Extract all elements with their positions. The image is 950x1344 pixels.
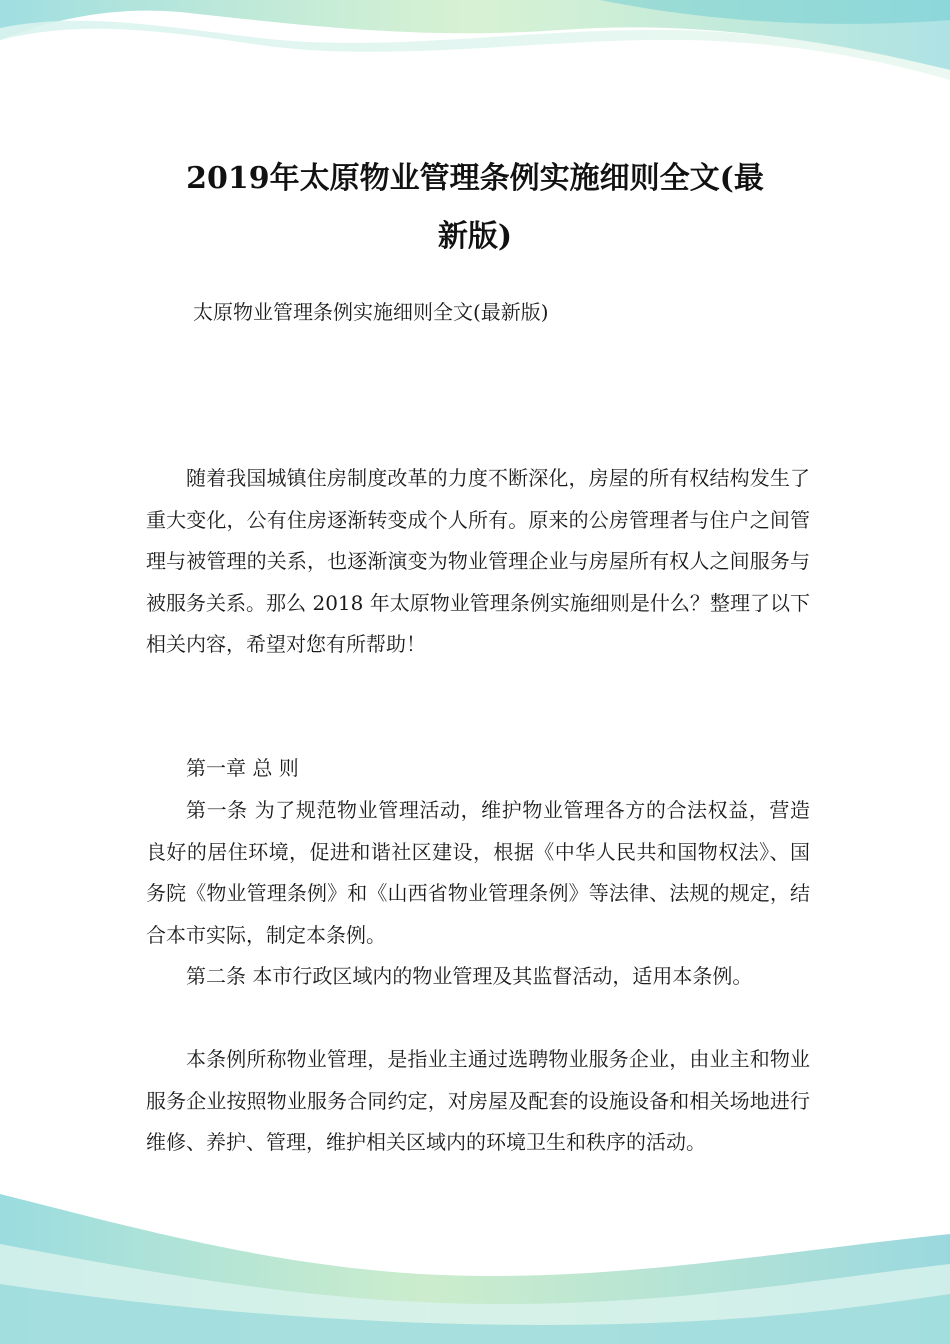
document-subtitle: 太原物业管理条例实施细则全文(最新版) [193, 300, 549, 324]
article-1-paragraph: 第一条 为了规范物业管理活动，维护物业管理各方的合法权益，营造良好的居住环境，促进和谐社区建设，根据《中华人民共和国物权法》、国务院《物业管理条例》和《山西省物业管理条例》等法律、法规的规定，结合本市实际，制定本条例。 [146, 798, 810, 947]
definition-paragraph: 本条例所称物业管理，是指业主通过选聘物业服务企业，由业主和物业服务企业按照物业服务合同约定，对房屋及配套的设施设备和相关场地进行维修、养护、管理，维护相关区域内的环境卫生和秩序的活动。 [146, 1047, 810, 1154]
title-line-2: 新版) [437, 219, 513, 254]
article-2-paragraph: 第二条 本市行政区域内的物业管理及其监督活动，适用本条例。 [186, 964, 753, 988]
intro-paragraph: 随着我国城镇住房制度改革的力度不断深化，房屋的所有权结构发生了重大变化，公有住房逐渐转变成个人所有。原来的公房管理者与住户之间管理与被管理的关系，也逐渐演变为物业管理企业与房屋所有权人之间服务与被服务关系。那么 2018 年太原物业管理条例实施细则是什么？整理了以下相关内容，希望对您有所帮助！ [146, 466, 810, 656]
document-title [140, 150, 810, 266]
chapter-heading: 第一章 总 则 [186, 756, 299, 780]
title-line-1: 2019年太原物业管理条例实施细则全文(最 [186, 161, 764, 196]
